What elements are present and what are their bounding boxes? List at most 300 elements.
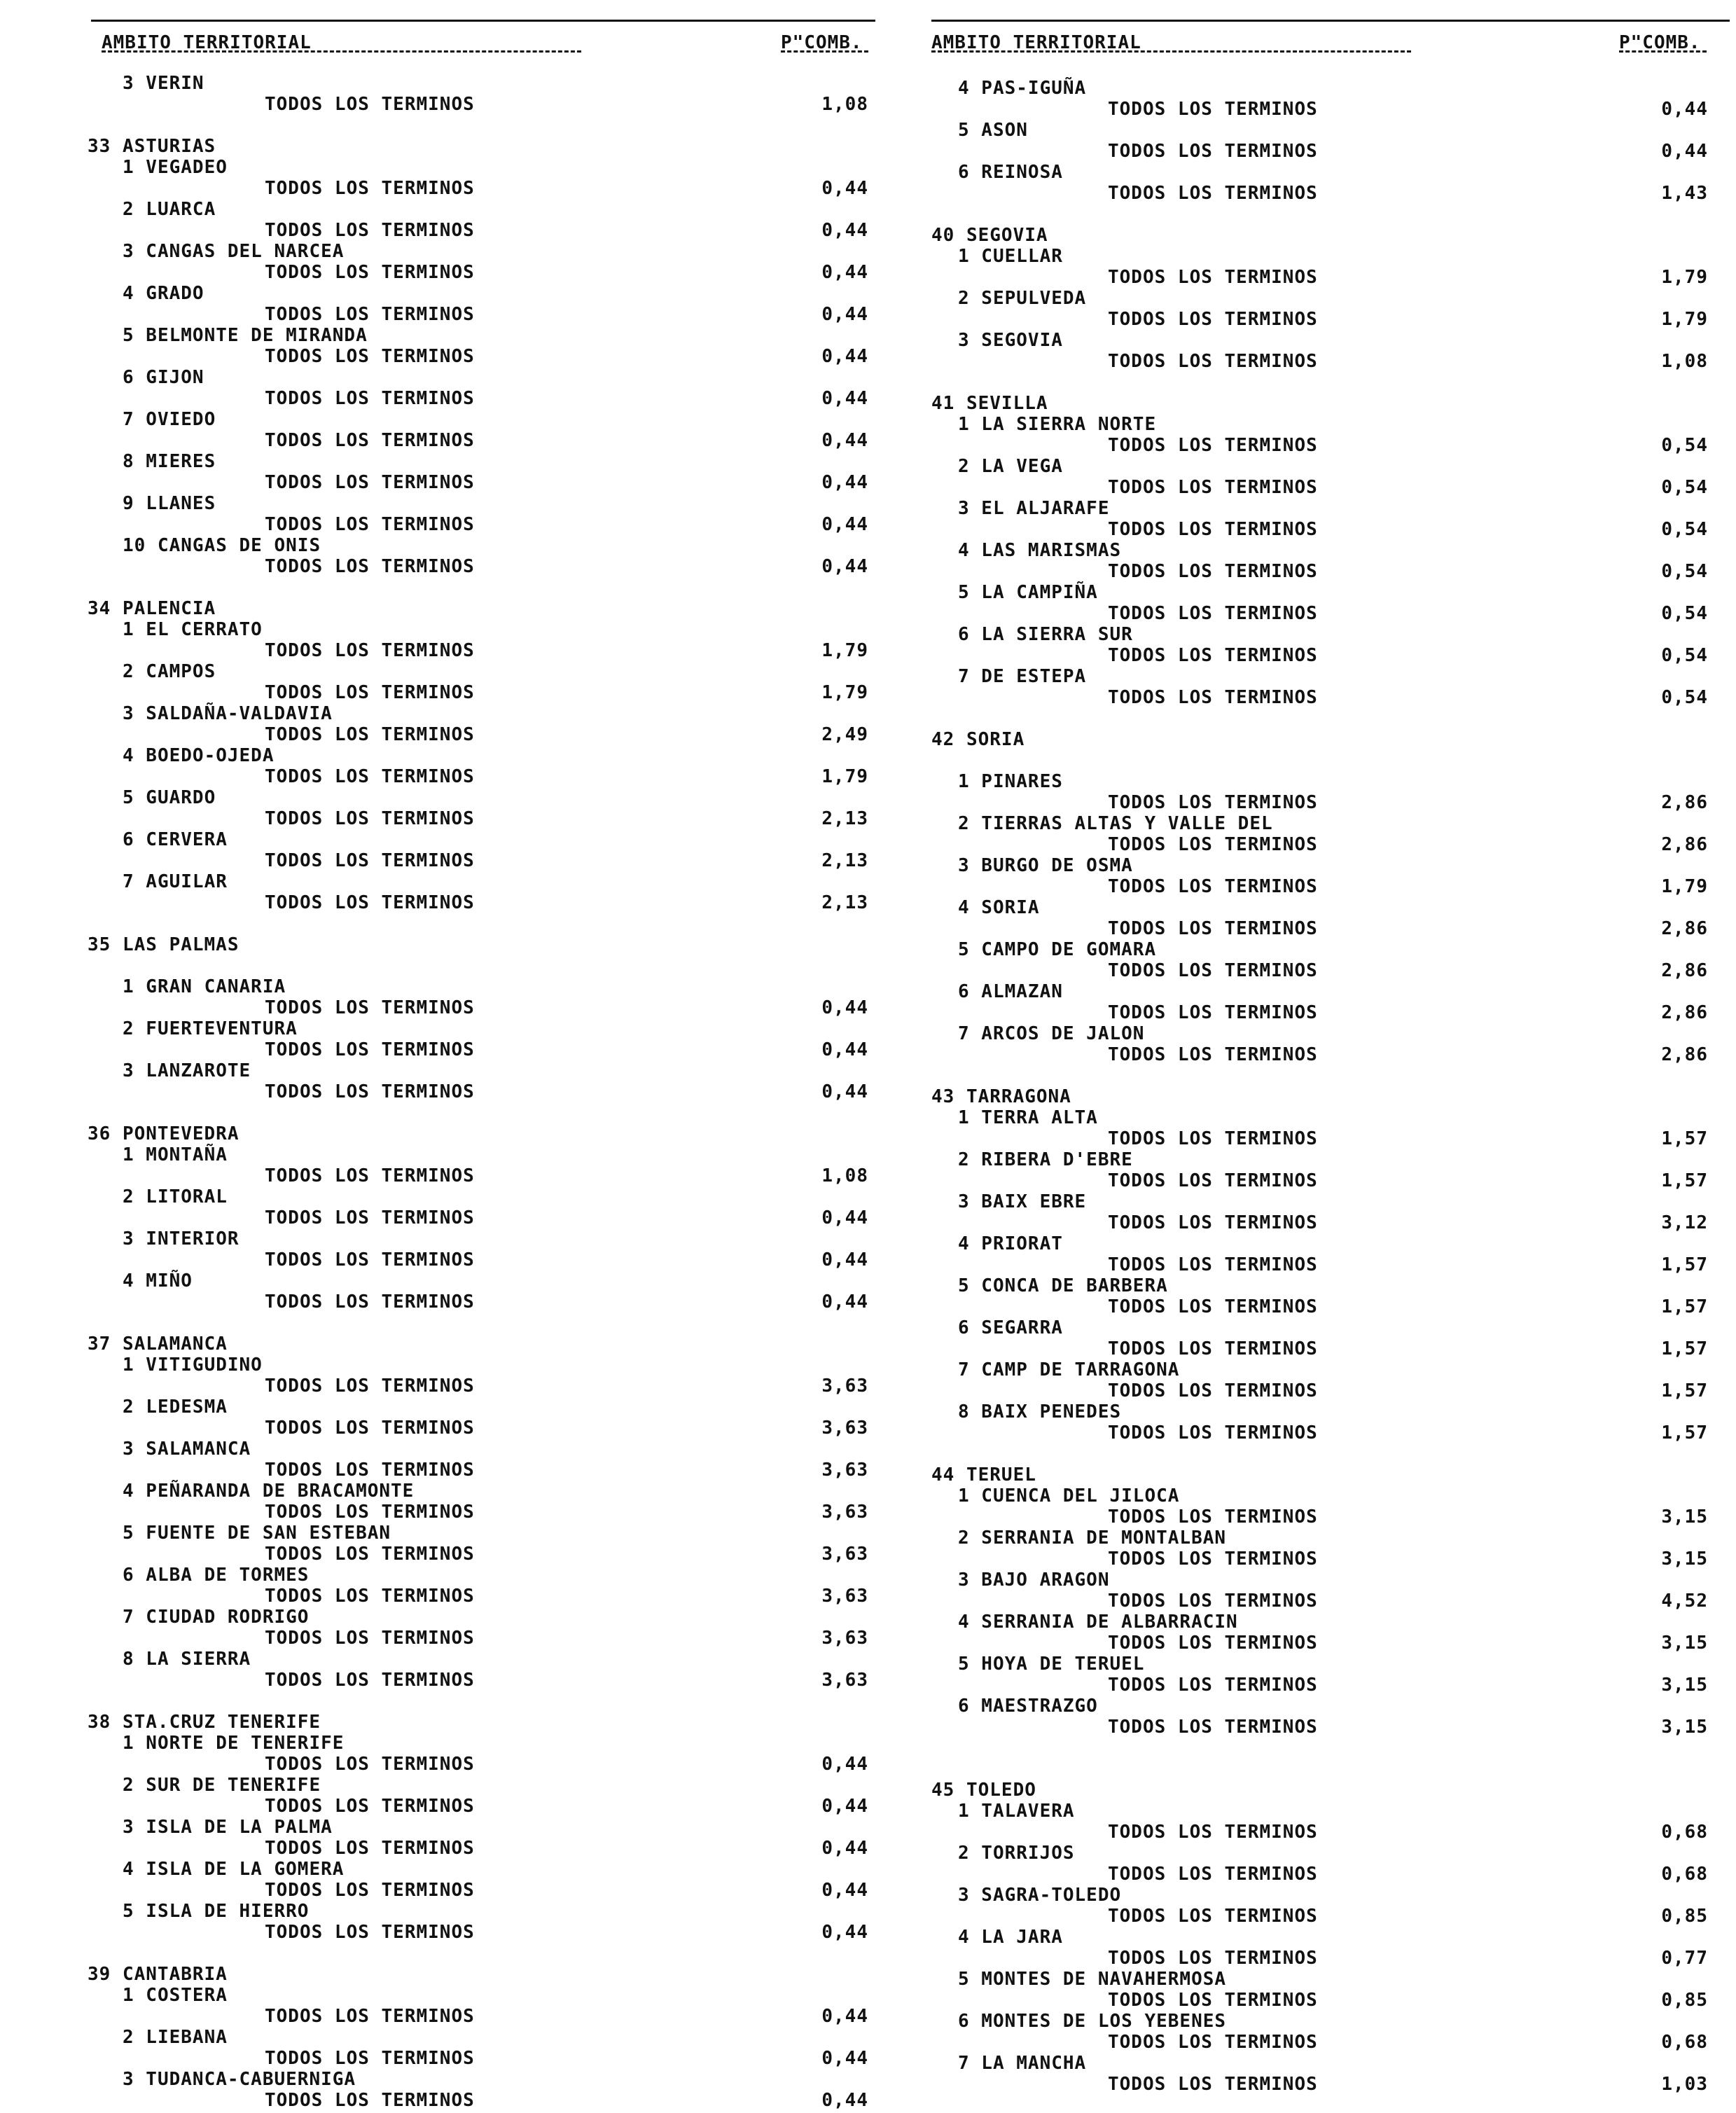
- terms-label: TODOS LOS TERMINOS: [1108, 792, 1318, 813]
- terms-label: TODOS LOS TERMINOS: [265, 430, 475, 451]
- pcomb-value: 0,44: [821, 472, 868, 493]
- district-row: [910, 1696, 1736, 1717]
- term-row: [0, 682, 882, 703]
- terms-label: TODOS LOS TERMINOS: [265, 2006, 475, 2027]
- term-row: [910, 183, 1736, 204]
- district-row: [0, 325, 882, 346]
- district-row: [0, 535, 882, 556]
- pcomb-value: 0,85: [1661, 1906, 1708, 1927]
- term-row: [910, 960, 1736, 981]
- district-row: [910, 1927, 1736, 1948]
- district-label: 6 REINOSA: [958, 162, 1063, 183]
- spacer: [910, 372, 1736, 393]
- terms-label: TODOS LOS TERMINOS: [265, 724, 475, 745]
- term-row: [0, 1039, 882, 1060]
- spacer: [0, 913, 882, 934]
- pcomb-value: 3,12: [1661, 1212, 1708, 1233]
- terms-label: TODOS LOS TERMINOS: [1108, 1044, 1318, 1065]
- district-label: 8 MIERES: [123, 451, 216, 472]
- province-label: 42 SORIA: [931, 729, 1025, 750]
- terms-label: TODOS LOS TERMINOS: [1108, 1864, 1318, 1885]
- district-label: 3 CANGAS DEL NARCEA: [123, 241, 345, 262]
- terms-label: TODOS LOS TERMINOS: [265, 2048, 475, 2069]
- district-row: [910, 981, 1736, 1002]
- terms-label: TODOS LOS TERMINOS: [1108, 141, 1318, 162]
- terms-label: TODOS LOS TERMINOS: [1108, 1675, 1318, 1696]
- header-ambito-territorial: AMBITO TERRITORIAL: [931, 32, 1141, 53]
- district-row: [0, 199, 882, 220]
- district-row: [910, 813, 1736, 834]
- district-row: [0, 1018, 882, 1039]
- pcomb-value: 1,79: [1661, 267, 1708, 288]
- term-row: [910, 1338, 1736, 1359]
- district-label: 2 FUERTEVENTURA: [123, 1018, 298, 1039]
- district-row: [910, 855, 1736, 876]
- district-label: 1 CUELLAR: [958, 246, 1063, 267]
- district-label: 5 HOYA DE TERUEL: [958, 1654, 1145, 1675]
- pcomb-value: 1,08: [1661, 351, 1708, 372]
- term-row: [910, 1254, 1736, 1275]
- district-label: 1 NORTE DE TENERIFE: [123, 1733, 345, 1754]
- district-label: 5 FUENTE DE SAN ESTEBAN: [123, 1523, 391, 1544]
- district-row: [910, 1570, 1736, 1591]
- district-row: [0, 1859, 882, 1880]
- pcomb-value: 1,03: [1661, 2074, 1708, 2095]
- district-row: [910, 162, 1736, 183]
- term-row: [0, 1165, 882, 1186]
- district-label: 4 SORIA: [958, 897, 1040, 918]
- terms-label: TODOS LOS TERMINOS: [265, 1291, 475, 1312]
- district-row: [0, 1817, 882, 1838]
- term-row: [0, 1291, 882, 1312]
- term-row: [910, 1633, 1736, 1654]
- district-row: [910, 624, 1736, 645]
- district-row: [910, 498, 1736, 519]
- pcomb-value: 3,63: [821, 1376, 868, 1397]
- term-row: [910, 2074, 1736, 2095]
- pcomb-value: 0,44: [821, 1922, 868, 1943]
- district-label: 3 BAJO ARAGON: [958, 1570, 1110, 1591]
- district-row: [910, 1317, 1736, 1338]
- district-label: 3 LANZAROTE: [123, 1060, 251, 1081]
- pcomb-value: 2,86: [1661, 1044, 1708, 1065]
- terms-label: TODOS LOS TERMINOS: [265, 346, 475, 367]
- term-row: [910, 2032, 1736, 2053]
- district-label: 6 CERVERA: [123, 829, 228, 850]
- district-row: [0, 2027, 882, 2048]
- district-label: 4 GRADO: [123, 283, 204, 304]
- district-label: 1 LA SIERRA NORTE: [958, 414, 1157, 435]
- province-row: [0, 136, 882, 157]
- term-row: [910, 1549, 1736, 1570]
- term-row: [0, 262, 882, 283]
- district-label: 1 EL CERRATO: [123, 619, 263, 640]
- province-row: [910, 393, 1736, 414]
- pcomb-value: 0,44: [821, 2048, 868, 2069]
- district-label: 7 CIUDAD RODRIGO: [123, 1607, 310, 1628]
- district-row: [910, 1801, 1736, 1822]
- pcomb-value: 2,13: [821, 850, 868, 871]
- header-underline-ambito: [102, 50, 581, 53]
- spacer: [0, 1102, 882, 1123]
- term-row: [910, 1948, 1736, 1969]
- term-row: [910, 792, 1736, 813]
- term-row: [910, 1717, 1736, 1738]
- district-row: [0, 283, 882, 304]
- district-row: [910, 1654, 1736, 1675]
- district-label: 4 BOEDO-OJEDA: [123, 745, 275, 766]
- header-underline-pcomb: [1619, 50, 1707, 53]
- district-row: [0, 1270, 882, 1291]
- pcomb-value: 0,44: [821, 178, 868, 199]
- spacer: [0, 1691, 882, 1712]
- district-row: [910, 1485, 1736, 1506]
- district-label: 7 LA MANCHA: [958, 2053, 1087, 2074]
- district-row: [910, 1401, 1736, 1422]
- term-row: [0, 304, 882, 325]
- pcomb-value: 2,86: [1661, 792, 1708, 813]
- term-row: [0, 1081, 882, 1102]
- terms-label: TODOS LOS TERMINOS: [265, 1376, 475, 1397]
- district-row: [0, 409, 882, 430]
- terms-label: TODOS LOS TERMINOS: [1108, 1170, 1318, 1191]
- pcomb-value: 0,44: [821, 1291, 868, 1312]
- district-row: [910, 540, 1736, 561]
- district-label: 5 MONTES DE NAVAHERMOSA: [958, 1969, 1227, 1990]
- term-row: [0, 1418, 882, 1439]
- district-row: [910, 414, 1736, 435]
- province-label: 41 SEVILLA: [931, 393, 1048, 414]
- pcomb-value: 3,15: [1661, 1633, 1708, 1654]
- terms-label: TODOS LOS TERMINOS: [1108, 1948, 1318, 1969]
- district-row: [910, 246, 1736, 267]
- terms-label: TODOS LOS TERMINOS: [1108, 477, 1318, 498]
- district-label: 2 LITORAL: [123, 1186, 228, 1207]
- terms-label: TODOS LOS TERMINOS: [265, 1460, 475, 1481]
- district-label: 6 SEGARRA: [958, 1317, 1063, 1338]
- terms-label: TODOS LOS TERMINOS: [1108, 1296, 1318, 1317]
- term-row: [0, 1249, 882, 1270]
- pcomb-value: 0,77: [1661, 1948, 1708, 1969]
- district-label: 2 TORRIJOS: [958, 1843, 1075, 1864]
- terms-label: TODOS LOS TERMINOS: [1108, 309, 1318, 330]
- district-label: 6 MONTES DE LOS YEBENES: [958, 2011, 1227, 2032]
- district-label: 6 MAESTRAZGO: [958, 1696, 1098, 1717]
- term-row: [0, 1502, 882, 1523]
- terms-label: TODOS LOS TERMINOS: [1108, 267, 1318, 288]
- district-row: [0, 787, 882, 808]
- term-row: [910, 1906, 1736, 1927]
- term-row: [0, 220, 882, 241]
- terms-label: TODOS LOS TERMINOS: [1108, 918, 1318, 939]
- district-label: 4 MIÑO: [123, 1270, 193, 1291]
- district-row: [0, 493, 882, 514]
- district-label: 2 TIERRAS ALTAS Y VALLE DEL: [958, 813, 1273, 834]
- district-label: 3 BURGO DE OSMA: [958, 855, 1133, 876]
- terms-label: TODOS LOS TERMINOS: [1108, 435, 1318, 456]
- pcomb-value: 1,79: [821, 640, 868, 661]
- terms-label: TODOS LOS TERMINOS: [265, 766, 475, 787]
- district-row: [910, 78, 1736, 99]
- district-label: 2 RIBERA D'EBRE: [958, 1149, 1133, 1170]
- term-row: [0, 1922, 882, 1943]
- pcomb-value: 0,44: [821, 997, 868, 1018]
- district-label: 7 AGUILAR: [123, 871, 228, 892]
- province-label: 36 PONTEVEDRA: [88, 1123, 239, 1144]
- spacer: [910, 1443, 1736, 1464]
- terms-label: TODOS LOS TERMINOS: [265, 640, 475, 661]
- district-row: [910, 582, 1736, 603]
- pcomb-value: 3,63: [821, 1586, 868, 1607]
- district-label: 5 GUARDO: [123, 787, 216, 808]
- term-row: [0, 808, 882, 829]
- province-row: [0, 1333, 882, 1355]
- pcomb-value: 1,57: [1661, 1338, 1708, 1359]
- district-label: 9 LLANES: [123, 493, 216, 514]
- term-row: [0, 1628, 882, 1649]
- terms-label: TODOS LOS TERMINOS: [265, 94, 475, 115]
- pcomb-value: 0,44: [821, 1880, 868, 1901]
- district-label: 1 MONTAÑA: [123, 1144, 228, 1165]
- terms-label: TODOS LOS TERMINOS: [265, 514, 475, 535]
- term-row: [0, 850, 882, 871]
- district-label: 3 INTERIOR: [123, 1228, 239, 1249]
- terms-label: TODOS LOS TERMINOS: [1108, 876, 1318, 897]
- pcomb-value: 0,54: [1661, 477, 1708, 498]
- district-row: [0, 1649, 882, 1670]
- term-row: [910, 1128, 1736, 1149]
- pcomb-value: 1,43: [1661, 183, 1708, 204]
- term-row: [0, 1586, 882, 1607]
- pcomb-value: 0,54: [1661, 687, 1708, 708]
- province-row: [910, 1464, 1736, 1485]
- province-label: 34 PALENCIA: [88, 598, 216, 619]
- pcomb-value: 3,15: [1661, 1717, 1708, 1738]
- district-row: [910, 666, 1736, 687]
- district-row: [910, 1359, 1736, 1380]
- pcomb-value: 1,57: [1661, 1422, 1708, 1443]
- terms-label: TODOS LOS TERMINOS: [1108, 1717, 1318, 1738]
- pcomb-value: 3,63: [821, 1628, 868, 1649]
- pcomb-value: 1,79: [821, 766, 868, 787]
- term-row: [910, 1296, 1736, 1317]
- district-label: 6 ALBA DE TORMES: [123, 1565, 310, 1586]
- pcomb-value: 2,86: [1661, 1002, 1708, 1023]
- pcomb-value: 0,44: [821, 556, 868, 577]
- district-row: [0, 1228, 882, 1249]
- province-row: [0, 1712, 882, 1733]
- pcomb-value: 2,86: [1661, 918, 1708, 939]
- term-row: [0, 2006, 882, 2027]
- province-row: [0, 1123, 882, 1144]
- terms-label: TODOS LOS TERMINOS: [1108, 687, 1318, 708]
- terms-label: TODOS LOS TERMINOS: [1108, 1212, 1318, 1233]
- pcomb-value: 2,13: [821, 892, 868, 913]
- header-ambito-territorial: AMBITO TERRITORIAL: [102, 32, 312, 53]
- province-label: 44 TERUEL: [931, 1464, 1036, 1485]
- pcomb-value: 1,79: [821, 682, 868, 703]
- district-label: 2 LA VEGA: [958, 456, 1063, 477]
- district-label: 2 SEPULVEDA: [958, 288, 1087, 309]
- pcomb-value: 0,68: [1661, 2032, 1708, 2053]
- district-row: [910, 1107, 1736, 1128]
- district-row: [0, 1733, 882, 1754]
- province-row: [910, 1780, 1736, 1801]
- terms-label: TODOS LOS TERMINOS: [265, 1628, 475, 1649]
- district-row: [0, 1481, 882, 1502]
- terms-label: TODOS LOS TERMINOS: [1108, 2032, 1318, 2053]
- term-row: [910, 1380, 1736, 1401]
- terms-label: TODOS LOS TERMINOS: [265, 1796, 475, 1817]
- district-label: 3 EL ALJARAFE: [958, 498, 1110, 519]
- term-row: [910, 1212, 1736, 1233]
- terms-label: TODOS LOS TERMINOS: [1108, 1822, 1318, 1843]
- terms-label: TODOS LOS TERMINOS: [265, 1249, 475, 1270]
- province-row: [910, 1086, 1736, 1107]
- terms-label: TODOS LOS TERMINOS: [265, 2090, 475, 2111]
- terms-label: TODOS LOS TERMINOS: [1108, 183, 1318, 204]
- terms-label: TODOS LOS TERMINOS: [265, 388, 475, 409]
- district-label: 7 ARCOS DE JALON: [958, 1023, 1145, 1044]
- term-row: [910, 876, 1736, 897]
- pcomb-value: 3,63: [821, 1418, 868, 1439]
- term-row: [0, 724, 882, 745]
- district-label: 1 PINARES: [958, 771, 1063, 792]
- district-label: 1 COSTERA: [123, 1985, 228, 2006]
- terms-label: TODOS LOS TERMINOS: [265, 556, 475, 577]
- pcomb-value: 1,57: [1661, 1254, 1708, 1275]
- district-label: 6 LA SIERRA SUR: [958, 624, 1133, 645]
- term-row: [0, 94, 882, 115]
- term-row: [0, 1880, 882, 1901]
- district-row: [910, 288, 1736, 309]
- district-label: 1 TALAVERA: [958, 1801, 1075, 1822]
- district-label: 6 GIJON: [123, 367, 204, 388]
- pcomb-value: 0,44: [821, 304, 868, 325]
- province-label: 35 LAS PALMAS: [88, 934, 239, 955]
- terms-label: TODOS LOS TERMINOS: [1108, 834, 1318, 855]
- district-row: [910, 939, 1736, 960]
- term-row: [0, 346, 882, 367]
- terms-label: TODOS LOS TERMINOS: [1108, 561, 1318, 582]
- term-row: [0, 388, 882, 409]
- pcomb-value: 2,13: [821, 808, 868, 829]
- district-row: [910, 1969, 1736, 1990]
- pcomb-value: 3,63: [821, 1460, 868, 1481]
- term-row: [910, 267, 1736, 288]
- header-underline-ambito: [931, 50, 1411, 53]
- district-label: 8 BAIX PENEDES: [958, 1401, 1122, 1422]
- district-row: [910, 897, 1736, 918]
- term-row: [0, 1544, 882, 1565]
- district-row: [910, 1149, 1736, 1170]
- district-label: 2 LEDESMA: [123, 1397, 228, 1418]
- district-row: [910, 456, 1736, 477]
- district-label: 3 VERIN: [123, 73, 204, 94]
- term-row: [910, 435, 1736, 456]
- terms-label: TODOS LOS TERMINOS: [1108, 645, 1318, 666]
- district-label: 2 SERRANIA DE MONTALBAN: [958, 1527, 1227, 1549]
- term-row: [910, 645, 1736, 666]
- district-row: [0, 1144, 882, 1165]
- pcomb-value: 0,44: [821, 1754, 868, 1775]
- district-label: 5 BELMONTE DE MIRANDA: [123, 325, 368, 346]
- district-label: 6 ALMAZAN: [958, 981, 1063, 1002]
- pcomb-value: 0,44: [821, 1081, 868, 1102]
- pcomb-value: 0,44: [821, 430, 868, 451]
- pcomb-value: 0,85: [1661, 1990, 1708, 2011]
- pcomb-value: 3,63: [821, 1670, 868, 1691]
- pcomb-value: 0,44: [821, 388, 868, 409]
- district-label: 1 VEGADEO: [123, 157, 228, 178]
- district-label: 4 SERRANIA DE ALBARRACIN: [958, 1612, 1238, 1633]
- term-row: [910, 1591, 1736, 1612]
- district-row: [0, 745, 882, 766]
- terms-label: TODOS LOS TERMINOS: [265, 1502, 475, 1523]
- pcomb-value: 1,57: [1661, 1296, 1708, 1317]
- district-row: [0, 871, 882, 892]
- district-row: [0, 1775, 882, 1796]
- district-row: [0, 1523, 882, 1544]
- terms-label: TODOS LOS TERMINOS: [1108, 1128, 1318, 1149]
- district-row: [910, 1527, 1736, 1549]
- terms-label: TODOS LOS TERMINOS: [1108, 603, 1318, 624]
- top-rule: [931, 20, 1730, 22]
- pcomb-value: 3,15: [1661, 1675, 1708, 1696]
- term-row: [0, 1754, 882, 1775]
- term-row: [0, 1670, 882, 1691]
- district-row: [0, 1186, 882, 1207]
- spacer: [910, 750, 1736, 771]
- spacer: [910, 1065, 1736, 1086]
- terms-label: TODOS LOS TERMINOS: [1108, 960, 1318, 981]
- pcomb-value: 3,15: [1661, 1506, 1708, 1527]
- terms-label: TODOS LOS TERMINOS: [265, 1880, 475, 1901]
- term-row: [910, 1422, 1736, 1443]
- terms-label: TODOS LOS TERMINOS: [265, 808, 475, 829]
- district-row: [0, 661, 882, 682]
- province-label: 38 STA.CRUZ TENERIFE: [88, 1712, 321, 1733]
- term-row: [910, 687, 1736, 708]
- district-row: [910, 2053, 1736, 2074]
- pcomb-value: 0,54: [1661, 435, 1708, 456]
- district-row: [0, 976, 882, 997]
- pcomb-value: 1,08: [821, 1165, 868, 1186]
- term-row: [910, 1002, 1736, 1023]
- district-row: [0, 1439, 882, 1460]
- district-row: [910, 1233, 1736, 1254]
- term-row: [0, 1460, 882, 1481]
- district-label: 4 PRIORAT: [958, 1233, 1063, 1254]
- pcomb-value: 0,44: [821, 1796, 868, 1817]
- province-label: 40 SEGOVIA: [931, 225, 1048, 246]
- term-row: [910, 351, 1736, 372]
- terms-label: TODOS LOS TERMINOS: [265, 1207, 475, 1228]
- terms-label: TODOS LOS TERMINOS: [265, 1754, 475, 1775]
- term-row: [910, 1675, 1736, 1696]
- district-label: 7 DE ESTEPA: [958, 666, 1087, 687]
- district-label: 5 CONCA DE BARBERA: [958, 1275, 1168, 1296]
- terms-label: TODOS LOS TERMINOS: [265, 892, 475, 913]
- pcomb-value: 0,44: [821, 262, 868, 283]
- pcomb-value: 0,44: [821, 2090, 868, 2111]
- pcomb-value: 1,79: [1661, 876, 1708, 897]
- pcomb-value: 0,44: [821, 1838, 868, 1859]
- term-row: [0, 472, 882, 493]
- pcomb-value: 0,54: [1661, 603, 1708, 624]
- district-label: 1 TERRA ALTA: [958, 1107, 1098, 1128]
- terms-label: TODOS LOS TERMINOS: [1108, 1380, 1318, 1401]
